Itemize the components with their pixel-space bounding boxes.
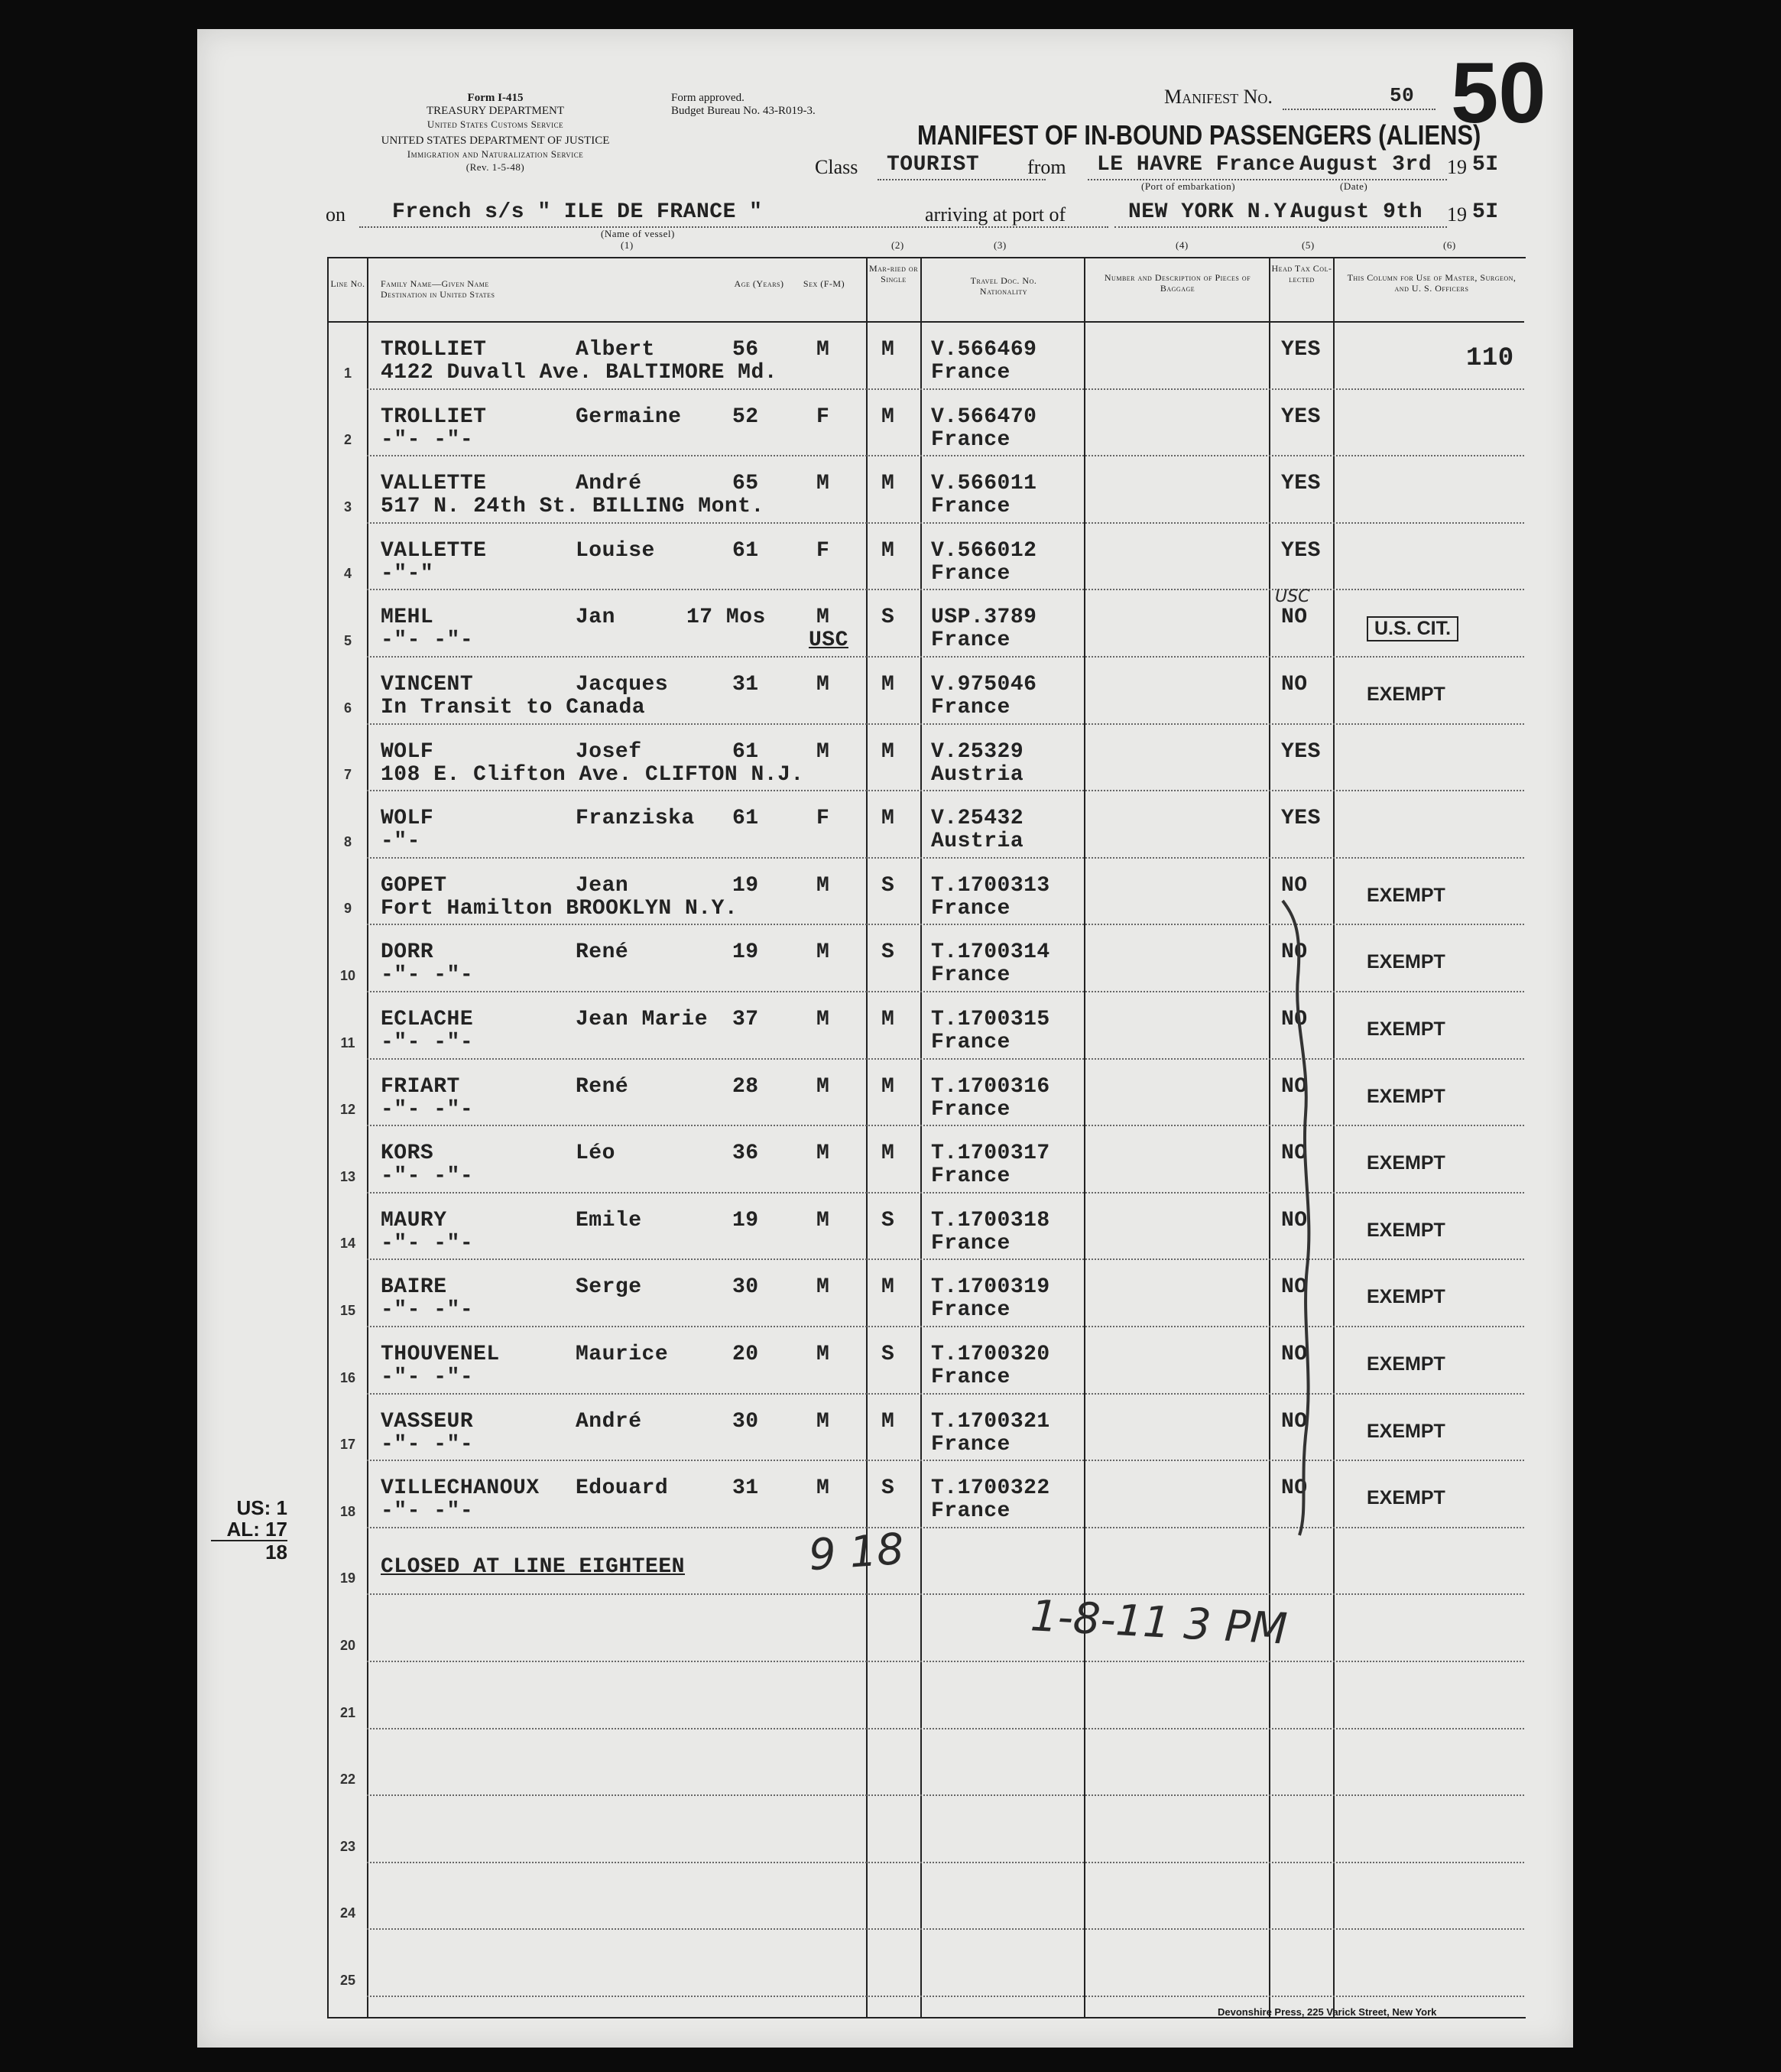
passenger-nationality: France — [931, 361, 1011, 385]
ledger-line — [367, 1058, 1524, 1060]
treasury-label: TREASURY DEPARTMENT — [426, 105, 565, 117]
passenger-destination: -"- -"- — [381, 628, 474, 652]
class-value: TOURIST — [887, 153, 980, 177]
passenger-travel-doc: V.566469 — [931, 338, 1037, 362]
ledger-line — [367, 388, 1524, 390]
passenger-given-name: Jean Marie — [576, 1008, 709, 1031]
officer-stamp: EXEMPT — [1367, 684, 1445, 705]
passenger-head-tax: NO — [1281, 1008, 1308, 1031]
col-header-age: Age (Years) — [734, 278, 784, 289]
port-embarkation-caption: (Port of embarkation) — [1141, 180, 1236, 192]
passenger-age: 31 — [732, 1476, 759, 1500]
ledger-line — [367, 723, 1524, 725]
passenger-marital-status: S — [881, 1476, 895, 1500]
passenger-nationality: France — [931, 1366, 1011, 1389]
passenger-sex: M — [816, 1275, 830, 1299]
passenger-given-name: Germaine — [576, 405, 682, 429]
passenger-sex: M — [816, 1008, 830, 1031]
port-of-embarkation: LE HAVRE France — [1097, 153, 1296, 177]
officer-stamp: EXEMPT — [1367, 1219, 1445, 1241]
passenger-nationality: Austria — [931, 830, 1024, 853]
passenger-head-tax: NO — [1281, 1142, 1308, 1165]
passenger-marital-status: S — [881, 940, 895, 964]
passenger-nationality: France — [931, 1499, 1011, 1523]
passenger-given-name: Serge — [576, 1275, 642, 1299]
passenger-family-name: VALLETTE — [381, 472, 487, 495]
col-header-baggage: Number and Description of Pieces of Baggage — [1104, 272, 1251, 294]
tally-total: 18 — [265, 1541, 287, 1564]
passenger-family-name: MAURY — [381, 1209, 447, 1232]
passenger-head-tax: NO — [1281, 1209, 1308, 1232]
passenger-travel-doc: USP.3789 — [931, 606, 1037, 629]
handwritten-time: 1-8-11 3 PM — [1029, 1591, 1289, 1655]
col-header-married: Mar-ried or Single — [868, 263, 919, 284]
line-number: 25 — [339, 1973, 356, 1988]
passenger-sex: M — [816, 1209, 830, 1232]
passenger-head-tax: YES — [1281, 338, 1321, 362]
passenger-family-name: KORS — [381, 1142, 434, 1165]
col-header-head-tax: Head Tax Col-lected — [1271, 263, 1332, 284]
manifest-no-stamp: 50 — [1451, 45, 1546, 141]
departure-date: August 3rd — [1299, 153, 1432, 177]
passenger-travel-doc: V.25329 — [931, 740, 1024, 764]
passenger-sex: F — [816, 807, 830, 830]
form-approved: Form approved. — [671, 92, 745, 104]
officer-stamp: EXEMPT — [1367, 1286, 1445, 1307]
passenger-nationality: France — [931, 628, 1011, 652]
ledger-line — [367, 790, 1524, 791]
passenger-travel-doc: V.566470 — [931, 405, 1037, 429]
passenger-given-name: Emile — [576, 1209, 642, 1232]
passenger-age: 19 — [732, 1209, 759, 1232]
col-number-5: (5) — [1302, 239, 1315, 251]
passenger-nationality: France — [931, 1164, 1011, 1188]
passenger-destination: -"- -"- — [381, 1031, 474, 1054]
officer-stamp: EXEMPT — [1367, 1018, 1445, 1040]
passenger-travel-doc: V.975046 — [931, 673, 1037, 697]
passenger-given-name: André — [576, 1410, 642, 1434]
revision-label: (Rev. 1-5-48) — [466, 161, 525, 173]
passenger-age: 36 — [732, 1142, 759, 1165]
arrival-date: August 9th — [1290, 200, 1423, 224]
line-number: 2 — [343, 432, 352, 447]
passenger-sex: M — [816, 673, 830, 697]
passenger-marital-status: S — [881, 1209, 895, 1232]
passenger-family-name: MEHL — [381, 606, 434, 629]
ledger-line — [367, 1527, 1524, 1528]
passenger-head-tax: YES — [1281, 539, 1321, 563]
passenger-age: 17 Mos — [686, 606, 766, 629]
ledger-line — [367, 589, 1524, 590]
passenger-age: 61 — [732, 539, 759, 563]
passenger-marital-status: M — [881, 1008, 895, 1031]
year-suffix-2: 5I — [1472, 200, 1499, 224]
line-number: 9 — [343, 901, 352, 916]
passenger-nationality: France — [931, 562, 1011, 586]
passenger-usc-note: USC — [809, 628, 848, 652]
line-number: 14 — [339, 1236, 356, 1251]
passenger-family-name: BAIRE — [381, 1275, 447, 1299]
year-prefix-1: 19 — [1447, 156, 1467, 178]
passenger-given-name: Louise — [576, 539, 655, 563]
line-number: 10 — [339, 968, 356, 983]
year-prefix-2: 19 — [1447, 203, 1467, 226]
col-header-sex: Sex (F-M) — [803, 278, 845, 289]
line-number: 22 — [339, 1772, 356, 1787]
passenger-age: 61 — [732, 807, 759, 830]
line-number: 18 — [339, 1504, 356, 1519]
passenger-destination: -"- -"- — [381, 428, 474, 452]
ledger-line — [367, 1794, 1524, 1796]
passenger-age: 31 — [732, 673, 759, 697]
tally-al: AL: 17 — [211, 1518, 287, 1541]
passenger-travel-doc: T.1700313 — [931, 874, 1050, 898]
line-number: 4 — [343, 566, 352, 581]
officer-stamp: EXEMPT — [1367, 1487, 1445, 1509]
passenger-travel-doc: T.1700314 — [931, 940, 1050, 964]
passenger-given-name: Jean — [576, 874, 629, 898]
officer-stamp: EXEMPT — [1367, 1421, 1445, 1442]
line-number: 12 — [339, 1102, 356, 1117]
passenger-sex: M — [816, 1075, 830, 1099]
passenger-given-name: Léo — [576, 1142, 615, 1165]
passenger-family-name: VASSEUR — [381, 1410, 474, 1434]
ledger-line — [367, 455, 1524, 456]
manifest-no-typed: 50 — [1390, 84, 1415, 107]
line-number: 11 — [340, 1035, 355, 1051]
passenger-sex: M — [816, 472, 830, 495]
passenger-marital-status: S — [881, 606, 895, 629]
passenger-sex: M — [816, 874, 830, 898]
passenger-destination: -"- -"- — [381, 1433, 474, 1457]
line-number: 8 — [343, 834, 352, 849]
passenger-travel-doc: T.1700316 — [931, 1075, 1050, 1099]
passenger-age: 30 — [732, 1410, 759, 1434]
line-number: 21 — [339, 1705, 356, 1720]
ledger-line — [367, 1928, 1524, 1930]
passenger-family-name: WOLF — [381, 740, 434, 764]
passenger-marital-status: M — [881, 1410, 895, 1434]
passenger-destination: -"- -"- — [381, 1232, 474, 1255]
passenger-destination: -"- -"- — [381, 1366, 474, 1389]
col-number-3: (3) — [994, 239, 1007, 251]
passenger-destination: -"- -"- — [381, 1164, 474, 1188]
passenger-head-tax: NO — [1281, 874, 1308, 898]
passenger-destination: -"- — [381, 830, 420, 853]
year-suffix-1: 5I — [1472, 153, 1499, 177]
passenger-travel-doc: T.1700320 — [931, 1343, 1050, 1366]
passenger-given-name: Josef — [576, 740, 642, 764]
passenger-given-name: Edouard — [576, 1476, 669, 1500]
passenger-given-name: René — [576, 940, 629, 964]
passenger-sex: M — [816, 1410, 830, 1434]
manifest-title: MANIFEST OF IN-BOUND PASSENGERS (ALIENS) — [917, 119, 1481, 151]
arriving-label: arriving at port of — [925, 203, 1066, 226]
passenger-marital-status: M — [881, 1075, 895, 1099]
on-label: on — [326, 203, 345, 226]
col-number-2: (2) — [891, 239, 904, 251]
passenger-nationality: France — [931, 1098, 1011, 1122]
passenger-family-name: ECLACHE — [381, 1008, 474, 1031]
passenger-marital-status: M — [881, 405, 895, 429]
passenger-marital-status: M — [881, 673, 895, 697]
table-header-rule — [327, 321, 1524, 323]
passenger-sex: F — [816, 405, 830, 429]
line-number: 6 — [343, 700, 352, 716]
passenger-age: 20 — [732, 1343, 759, 1366]
passenger-age: 52 — [732, 405, 759, 429]
passenger-given-name: René — [576, 1075, 629, 1099]
passenger-family-name: TROLLIET — [381, 405, 487, 429]
customs-label: United States Customs Service — [427, 119, 564, 130]
ledger-line — [367, 1460, 1524, 1461]
passenger-head-tax: NO — [1281, 1075, 1308, 1099]
class-label: Class — [815, 156, 858, 178]
ledger-line — [367, 1996, 1524, 1997]
passenger-head-tax: YES — [1281, 472, 1321, 495]
ledger-line — [367, 1728, 1524, 1729]
passenger-marital-status: M — [881, 338, 895, 362]
ledger-line — [367, 1862, 1524, 1863]
passenger-travel-doc: T.1700318 — [931, 1209, 1050, 1232]
passenger-given-name: Jan — [576, 606, 615, 629]
form-number: Form I-415 — [467, 92, 524, 104]
passenger-head-tax: NO — [1281, 1476, 1308, 1500]
passenger-sex: M — [816, 1343, 830, 1366]
col-header-officers: This Column for Use of Master, Surgeon, and U. S. Officers — [1347, 272, 1517, 294]
budget-bureau: Budget Bureau No. 43-R019-3. — [671, 105, 816, 117]
passenger-given-name: André — [576, 472, 642, 495]
closing-statement: CLOSED AT LINE EIGHTEEN — [381, 1555, 685, 1579]
vessel-caption: (Name of vessel) — [601, 228, 675, 239]
ledger-line — [367, 1593, 1524, 1595]
passenger-head-tax: YES — [1281, 740, 1321, 764]
passenger-nationality: France — [931, 1232, 1011, 1255]
passenger-family-name: TROLLIET — [381, 338, 487, 362]
passenger-family-name: VALLETTE — [381, 539, 487, 563]
passenger-marital-status: M — [881, 472, 895, 495]
passenger-family-name: FRIART — [381, 1075, 460, 1099]
passenger-destination: -"- -"- — [381, 1298, 474, 1322]
passenger-travel-doc: T.1700319 — [931, 1275, 1050, 1299]
manifest-page — [197, 29, 1573, 2048]
tally-us: US: 1 — [236, 1496, 287, 1519]
passenger-age: 30 — [732, 1275, 759, 1299]
ledger-line — [367, 1661, 1524, 1662]
passenger-family-name: VILLECHANOUX — [381, 1476, 540, 1500]
passenger-destination: -"- -"- — [381, 1098, 474, 1122]
passenger-marital-status: M — [881, 1275, 895, 1299]
line-number: 7 — [343, 767, 352, 782]
col-header-line-no: Line No. — [330, 278, 365, 289]
passenger-sex: M — [816, 338, 830, 362]
ledger-line — [367, 1125, 1524, 1126]
passenger-nationality: France — [931, 495, 1011, 518]
passenger-marital-status: M — [881, 740, 895, 764]
passenger-head-tax: NO — [1281, 606, 1308, 629]
ledger-line — [367, 1326, 1524, 1327]
passenger-family-name: GOPET — [381, 874, 447, 898]
passenger-given-name: Franziska — [576, 807, 695, 830]
line-number: 15 — [339, 1303, 356, 1318]
passenger-age: 28 — [732, 1075, 759, 1099]
passenger-travel-doc: T.1700321 — [931, 1410, 1050, 1434]
ledger-line — [367, 1258, 1524, 1260]
passenger-destination: In Transit to Canada — [381, 696, 646, 719]
manifest-table — [327, 257, 1526, 2018]
passenger-marital-status: S — [881, 874, 895, 898]
officer-stamp: EXEMPT — [1367, 1086, 1445, 1107]
passenger-destination: 4122 Duvall Ave. BALTIMORE Md. — [381, 361, 778, 385]
passenger-family-name: VINCENT — [381, 673, 474, 697]
line-number: 17 — [339, 1437, 356, 1452]
officer-note-110: 110 — [1466, 344, 1514, 373]
officer-stamp: EXEMPT — [1367, 885, 1445, 906]
passenger-age: 61 — [732, 740, 759, 764]
passenger-destination: Fort Hamilton BROOKLYN N.Y. — [381, 897, 738, 921]
officer-stamp: EXEMPT — [1367, 1353, 1445, 1375]
line-number: 20 — [339, 1638, 356, 1653]
passenger-marital-status: M — [881, 1142, 895, 1165]
passenger-travel-doc: T.1700315 — [931, 1008, 1050, 1031]
passenger-travel-doc: T.1700317 — [931, 1142, 1050, 1165]
passenger-destination: -"-" — [381, 562, 434, 586]
passenger-destination: -"- -"- — [381, 963, 474, 987]
col-header-nationality: Nationality — [979, 286, 1028, 297]
passenger-nationality: France — [931, 696, 1011, 719]
ledger-line — [367, 924, 1524, 925]
officer-stamp: U.S. CIT. — [1367, 616, 1458, 641]
col-number-1: (1) — [621, 239, 634, 251]
passenger-sex: M — [816, 606, 830, 629]
passenger-head-tax: NO — [1281, 1343, 1308, 1366]
ledger-line — [367, 991, 1524, 992]
ledger-line — [367, 857, 1524, 859]
passenger-age: 65 — [732, 472, 759, 495]
passenger-nationality: France — [931, 963, 1011, 987]
passenger-marital-status: M — [881, 539, 895, 563]
passenger-marital-status: M — [881, 807, 895, 830]
vessel-name: French s/s " ILE DE FRANCE " — [392, 200, 763, 224]
passenger-nationality: France — [931, 1298, 1011, 1322]
officer-stamp: EXEMPT — [1367, 1152, 1445, 1174]
line-number: 16 — [339, 1370, 356, 1385]
form-header-block — [358, 92, 633, 131]
passenger-age: 56 — [732, 338, 759, 362]
passenger-family-name: THOUVENEL — [381, 1343, 500, 1366]
ledger-line — [367, 656, 1524, 658]
date-caption: (Date) — [1340, 180, 1368, 192]
passenger-age: 37 — [732, 1008, 759, 1031]
passenger-nationality: France — [931, 897, 1011, 921]
manifest-no-label: Manifest No. — [1164, 86, 1273, 108]
arrival-port: NEW YORK N.Y. — [1128, 200, 1300, 224]
col-number-4: (4) — [1176, 239, 1189, 251]
passenger-family-name: WOLF — [381, 807, 434, 830]
line-number: 5 — [343, 633, 352, 648]
passenger-destination: 108 E. Clifton Ave. CLIFTON N.J. — [381, 763, 804, 787]
line-number: 23 — [339, 1839, 356, 1854]
ledger-line — [367, 1393, 1524, 1395]
passenger-travel-doc: T.1700322 — [931, 1476, 1050, 1500]
passenger-nationality: Austria — [931, 763, 1024, 787]
passenger-head-tax: NO — [1281, 1275, 1308, 1299]
passenger-age: 19 — [732, 874, 759, 898]
passenger-nationality: France — [931, 1031, 1011, 1054]
passenger-sex: M — [816, 740, 830, 764]
passenger-nationality: France — [931, 1433, 1011, 1457]
passenger-marital-status: S — [881, 1343, 895, 1366]
handwritten-count: 9 18 — [806, 1524, 906, 1581]
passenger-nationality: France — [931, 428, 1011, 452]
col-number-6: (6) — [1443, 239, 1456, 251]
passenger-destination: -"- -"- — [381, 1499, 474, 1523]
col-header-name-2: Destination in United States — [381, 289, 495, 300]
margin-tally — [211, 1497, 287, 1563]
passenger-sex: F — [816, 539, 830, 563]
ledger-line — [367, 522, 1524, 524]
passenger-family-name: DORR — [381, 940, 434, 964]
passenger-head-tax: NO — [1281, 940, 1308, 964]
passenger-given-name: Maurice — [576, 1343, 669, 1366]
passenger-travel-doc: V.566011 — [931, 472, 1037, 495]
passenger-travel-doc: V.25432 — [931, 807, 1024, 830]
passenger-travel-doc: V.566012 — [931, 539, 1037, 563]
passenger-sex: M — [816, 1476, 830, 1500]
passenger-head-tax: YES — [1281, 807, 1321, 830]
justice-label: UNITED STATES DEPARTMENT OF JUSTICE — [381, 135, 610, 147]
printer-credit: Devonshire Press, 225 Varick Street, New York — [1218, 2006, 1437, 2018]
passenger-given-name: Albert — [576, 338, 655, 362]
line-number: 3 — [343, 499, 352, 515]
approval-block — [671, 92, 816, 118]
line-number: 13 — [339, 1169, 356, 1184]
from-label: from — [1027, 156, 1066, 178]
col-header-name-1: Family Name—Given Name — [381, 278, 489, 289]
justice-block — [327, 135, 663, 174]
passenger-destination: 517 N. 24th St. BILLING Mont. — [381, 495, 764, 518]
col-header-name — [381, 278, 579, 300]
line-number: 24 — [339, 1905, 356, 1921]
passenger-head-tax: NO — [1281, 673, 1308, 697]
passenger-age: 19 — [732, 940, 759, 964]
ins-label: Immigration and Naturalization Service — [407, 148, 584, 160]
ledger-line — [367, 1192, 1524, 1194]
passenger-sex: M — [816, 1142, 830, 1165]
line-number: 19 — [339, 1570, 356, 1586]
handwritten-check-line — [1252, 885, 1344, 1543]
passenger-head-tax: NO — [1281, 1410, 1308, 1434]
passenger-sex: M — [816, 940, 830, 964]
passenger-head-tax: YES — [1281, 405, 1321, 429]
col-header-travel-doc — [931, 275, 1076, 297]
passenger-given-name: Jacques — [576, 673, 669, 697]
line-number: 1 — [343, 365, 352, 381]
officer-stamp: EXEMPT — [1367, 951, 1445, 973]
col-header-travel-doc-1: Travel Doc. No. — [970, 275, 1037, 286]
head-tax-note: USC — [1275, 587, 1310, 606]
